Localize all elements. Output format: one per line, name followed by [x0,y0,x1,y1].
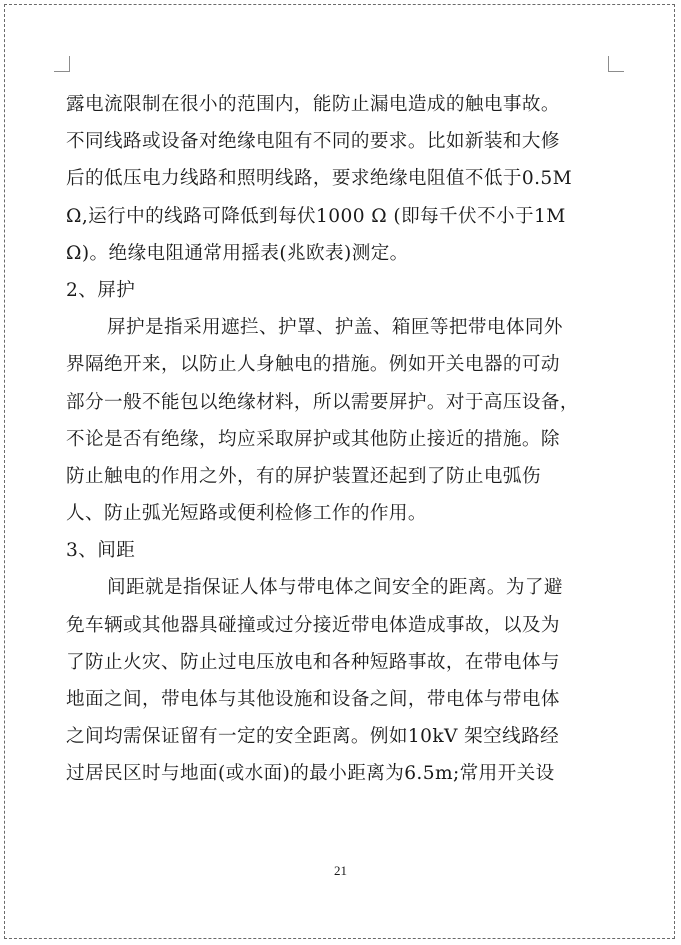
text-line: 人、防止弧光短路或便利检修工作的作用。 [66,503,427,525]
text-line: 不论是否有绝缘，均应采取屏护或其他防止接近的措施。除 [66,428,560,450]
margin-corner-mark-top-left [54,56,70,72]
section-heading-shielding: 2、屏护 [66,279,136,301]
text-line: 地面之间，带电体与其他设施和设备之间，带电体与带电体 [66,689,560,710]
text-line: 防止触电的作用之外，有的屏护装置还起到了防止电弧伤 [66,465,541,487]
text-line: 不同线路或设备对绝缘电阻有不同的要求。比如新装和大修 [66,131,560,153]
text-line: Ω,运行中的线路可降低到每伏1000 Ω (即每千伏不小于1M [66,205,566,227]
paragraph-clearance [66,569,622,792]
page-number: 21 [334,863,347,878]
text-line: 屏护是指采用遮拦、护罩、护盖、箱匣等把带电体同外 [107,317,563,339]
text-line: 之间均需保证留有一定的安全距离。例如10kV 架空线路经 [66,726,560,748]
text-line: 间距就是指保证人体与带电体之间安全的距离。为了避 [107,577,563,599]
margin-corner-mark-top-right [608,56,624,72]
text-line: 免车辆或其他器具碰撞或过分接近带电体造成事故，以及为 [66,614,560,636]
document-body [66,86,622,793]
text-line: 了防止火灾、防止过电压放电和各种短路事故，在带电体与 [66,651,560,673]
text-line: 后的低压电力线路和照明线路，要求绝缘电阻值不低于0.5M [66,168,573,190]
section-heading-clearance: 3、间距 [66,540,136,562]
text-line: 露电流限制在很小的范围内，能防止漏电造成的触电事故。 [66,94,560,115]
text-line: 过居民区时与地面(或水面)的最小距离为6.5m;常用开关设 [66,763,555,785]
text-line: Ω)。绝缘电阻通常用摇表(兆欧表)测定。 [66,242,409,264]
paragraph-shielding [66,309,622,532]
paragraph-insulation-continued [66,86,622,272]
text-line: 界隔绝开来，以防止人身触电的措施。例如开关电器的可动 [66,354,560,376]
text-line: 部分一般不能包以绝缘材料，所以需要屏护。对于高压设备， [66,391,579,413]
